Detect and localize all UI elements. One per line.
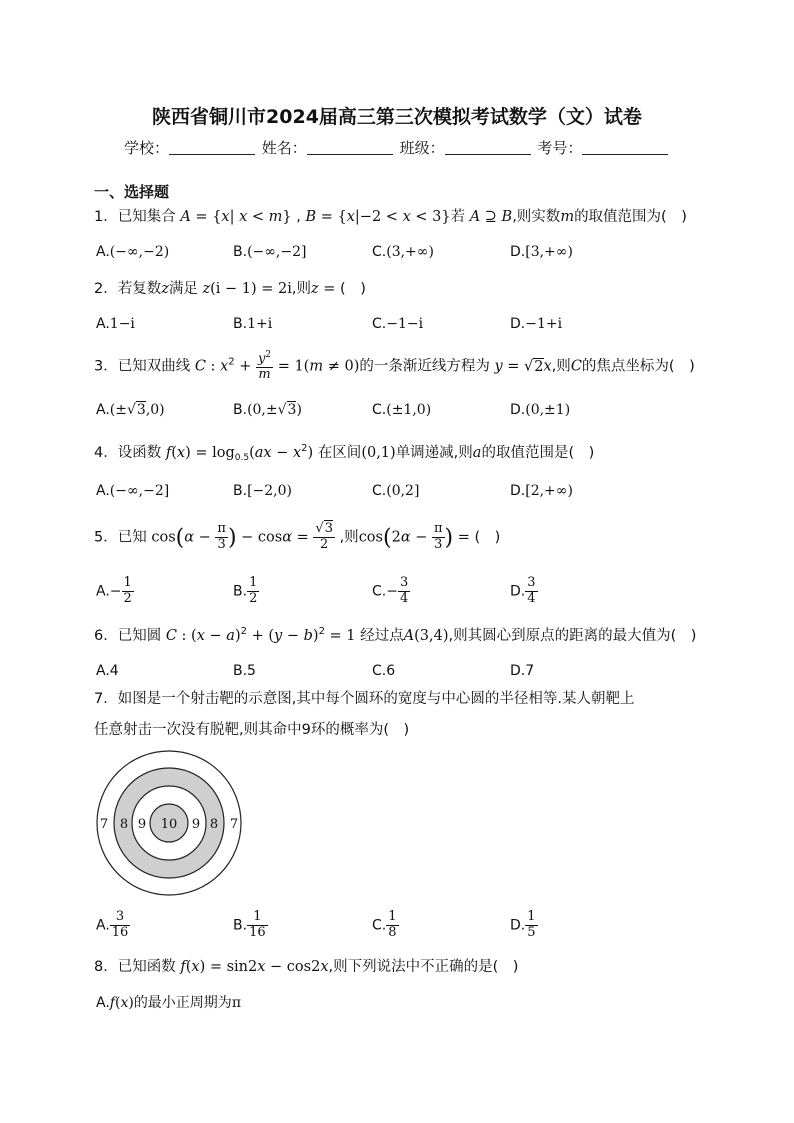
- school-blank[interactable]: [169, 140, 255, 155]
- q3-option-d[interactable]: D.(0,±1): [510, 402, 571, 418]
- q4-option-d[interactable]: D.[2,+∞): [510, 483, 573, 499]
- q7-option-b[interactable]: B. $\frac{1}{16}$: [233, 909, 266, 940]
- school-label: 学校：: [124, 139, 170, 157]
- target-label-7-left: 7: [99, 817, 109, 832]
- number-blank[interactable]: [582, 140, 668, 155]
- q7-option-c[interactable]: C. $\frac{1}{8}$: [372, 909, 397, 940]
- q3-option-b[interactable]: B.(0,±√3): [233, 402, 302, 418]
- question-8: 8．已知函数 f(x) = sin2x − cos2x,则下列说法中不正确的是( ): [94, 959, 519, 975]
- q1-option-a[interactable]: A.(−∞,−2): [96, 244, 170, 260]
- q6-option-b[interactable]: B.5: [233, 663, 256, 679]
- name-blank[interactable]: [307, 140, 393, 155]
- target-label-8-right: 8: [209, 817, 219, 832]
- q3-option-a[interactable]: A.(±√3,0): [96, 402, 165, 418]
- page-title: 陕西省铜川市2024届高三第三次模拟考试数学（文）试卷: [152, 106, 642, 128]
- q2-option-b[interactable]: B.1+i: [233, 316, 273, 332]
- q3-option-c[interactable]: C.(±1,0): [372, 402, 432, 418]
- target-label-9-left: 9: [137, 817, 147, 832]
- q2-option-d[interactable]: D.−1+i: [510, 316, 563, 332]
- target-label-10: 10: [160, 817, 178, 832]
- number-label: 考号：: [537, 139, 583, 157]
- q6-option-c[interactable]: C.6: [372, 663, 396, 679]
- class-blank[interactable]: [445, 140, 531, 155]
- q4-option-a[interactable]: A.(−∞,−2]: [96, 483, 170, 499]
- question-6: 6．已知圆 C : $(x - a)^2 + (y - b)^2 = 1$ 经过点A(3,4),则其圆心到原点的距离的最大值为( ): [94, 626, 697, 644]
- q1-option-d[interactable]: D.[3,+∞): [510, 244, 573, 260]
- q4-option-c[interactable]: C.(0,2]: [372, 483, 420, 499]
- q5-option-d[interactable]: D. $\frac{3}{4}$: [510, 575, 536, 606]
- section-heading: 一、选择题: [94, 183, 170, 201]
- q2-option-c[interactable]: C.−1−i: [372, 316, 424, 332]
- q7-option-a[interactable]: A. $\frac{3}{16}$: [96, 909, 129, 940]
- question-7-line-2: 任意射击一次没有脱靶,则其命中9环的概率为( ): [94, 722, 410, 738]
- question-7-line-1: 7．如图是一个射击靶的示意图,其中每个圆环的宽度与中心圆的半径相等.某人朝靶上: [94, 691, 635, 707]
- q1-option-c[interactable]: C.(3,+∞): [372, 244, 434, 260]
- target-label-7-right: 7: [229, 817, 239, 832]
- name-label: 姓名：: [261, 139, 307, 157]
- q8-option-a[interactable]: A.f(x)的最小正周期为π: [96, 995, 242, 1011]
- question-4: 4．设函数 $f(x) = \log_{0.5}(ax - x^2)$ 在区间(0,1)单调递减,则a的取值范围是( ): [94, 443, 595, 463]
- q6-option-d[interactable]: D.7: [510, 663, 535, 679]
- shooting-target-diagram: [94, 748, 244, 898]
- q1-option-b[interactable]: B.(−∞,−2]: [233, 244, 307, 260]
- q5-option-a[interactable]: A.− $\frac{1}{2}$: [96, 575, 132, 606]
- student-info-line: [124, 137, 670, 158]
- q7-option-d[interactable]: D. $\frac{1}{5}$: [510, 909, 536, 940]
- question-5: 5．已知 cos(α − $\frac{\pi}{3}$ ) − cosα = $\frac{√3}{2}$ ,则cos(2α − $\frac{\pi}{3}$ ) = ( ): [94, 521, 501, 552]
- q4-option-b[interactable]: B.[−2,0): [233, 483, 292, 499]
- q6-option-a[interactable]: A.4: [96, 663, 119, 679]
- target-label-8-left: 8: [119, 817, 129, 832]
- target-label-9-right: 9: [191, 817, 201, 832]
- question-1: 1．已知集合 A = {x| x < m} , B = {x|−2 < x < 3}若 A ⊇ B,则实数m的取值范围为( ): [94, 209, 687, 225]
- class-label: 班级：: [399, 139, 445, 157]
- question-3: 3．已知双曲线 C : $x^2$ + $\frac{y^2}{m}$ = 1(m ≠ 0)的一条渐近线方程为 y = √2x,则C的焦点坐标为( ): [94, 350, 695, 383]
- q2-option-a[interactable]: A.1−i: [96, 316, 135, 332]
- q5-option-b[interactable]: B. $\frac{1}{2}$: [233, 575, 258, 606]
- question-2: 2．若复数z满足 z(i − 1) = 2i,则z = ( ): [94, 281, 366, 297]
- q5-option-c[interactable]: C.− $\frac{3}{4}$: [372, 575, 409, 606]
